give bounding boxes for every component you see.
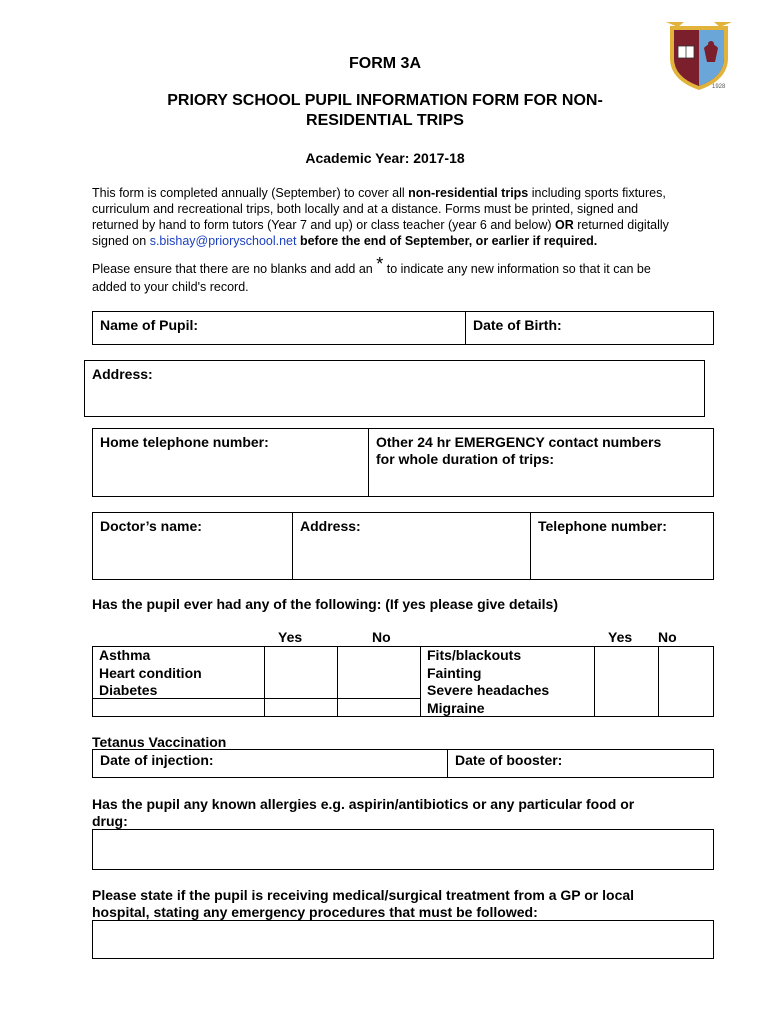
conditions-question: Has the pupil ever had any of the following: (If yes please give details): [92, 596, 558, 612]
address-field[interactable]: Address:: [84, 360, 705, 417]
doctors-name-field[interactable]: Doctor’s name:: [92, 512, 293, 580]
emergency-contact-field[interactable]: Other 24 hr EMERGENCY contact numbers for whole duration of trips:: [368, 428, 714, 497]
conditions-right-list: [427, 647, 549, 717]
doctor-address-field[interactable]: Address:: [292, 512, 531, 580]
conditions-right-yes[interactable]: [594, 646, 659, 717]
conditions-yes-header-right: Yes: [608, 629, 633, 645]
conditions-no-header-left: No: [372, 629, 391, 645]
condition-fits: Fits/blackouts: [427, 647, 522, 663]
allergies-input[interactable]: [92, 829, 714, 870]
condition-diabetes: Diabetes: [99, 682, 158, 698]
crest-caption: 1928: [712, 84, 726, 90]
conditions-left-yes[interactable]: [264, 646, 338, 717]
name-of-pupil-field[interactable]: Name of Pupil:: [92, 311, 466, 345]
home-telephone-field[interactable]: Home telephone number:: [92, 428, 369, 497]
condition-fainting: Fainting: [427, 664, 482, 681]
medical-input[interactable]: [92, 920, 714, 959]
condition-heart: Heart condition: [99, 664, 202, 681]
doctor-telephone-field[interactable]: Telephone number:: [530, 512, 714, 580]
form-title-line2: RESIDENTIAL TRIPS: [306, 112, 464, 129]
form-code: FORM 3A: [349, 55, 421, 72]
date-of-birth-field[interactable]: Date of Birth:: [465, 311, 714, 345]
email-link[interactable]: s.bishay@prioryschool.net: [149, 234, 297, 248]
academic-year: Academic Year: 2017-18: [305, 150, 465, 166]
allergies-question: Has the pupil any known allergies e.g. aspirin/antibiotics or any particular food or drug:: [92, 796, 635, 829]
form-title-line1: PRIORY SCHOOL PUPIL INFORMATION FORM FOR NON-: [167, 92, 603, 109]
medical-question: Please state if the pupil is receiving medical/surgical treatment from a GP or local hospital, stating any emergency procedures that must be followed:: [92, 887, 635, 920]
tetanus-booster-field[interactable]: Date of booster:: [447, 749, 714, 778]
instruction-paragraph: Please ensure that there are no blanks and add an * to indicate any new information so that it can be added to your child's record.: [92, 254, 651, 294]
condition-migraine: Migraine: [427, 699, 485, 716]
condition-headaches: Severe headaches: [427, 682, 550, 698]
conditions-right-no[interactable]: [658, 646, 714, 717]
conditions-no-header-right: No: [658, 629, 677, 645]
conditions-left-list: [99, 647, 202, 700]
conditions-left-no[interactable]: [337, 646, 421, 717]
intro-paragraph: This form is completed annually (September) to cover all non-residential trips including sports fixtures, curriculum and recreational trips, both locally and at a distance. Forms must be printed, signed and returned by hand to form tutors (Year 7 and up) or class teacher (year 6 and below) OR returned digitally signed on s.bishay@prioryschool.net before the end of September, or earlier if required.: [92, 186, 669, 248]
tetanus-injection-field[interactable]: Date of injection:: [92, 749, 448, 778]
condition-asthma: Asthma: [99, 647, 151, 663]
tetanus-heading: Tetanus Vaccination: [92, 734, 227, 750]
conditions-yes-header-left: Yes: [278, 629, 303, 645]
